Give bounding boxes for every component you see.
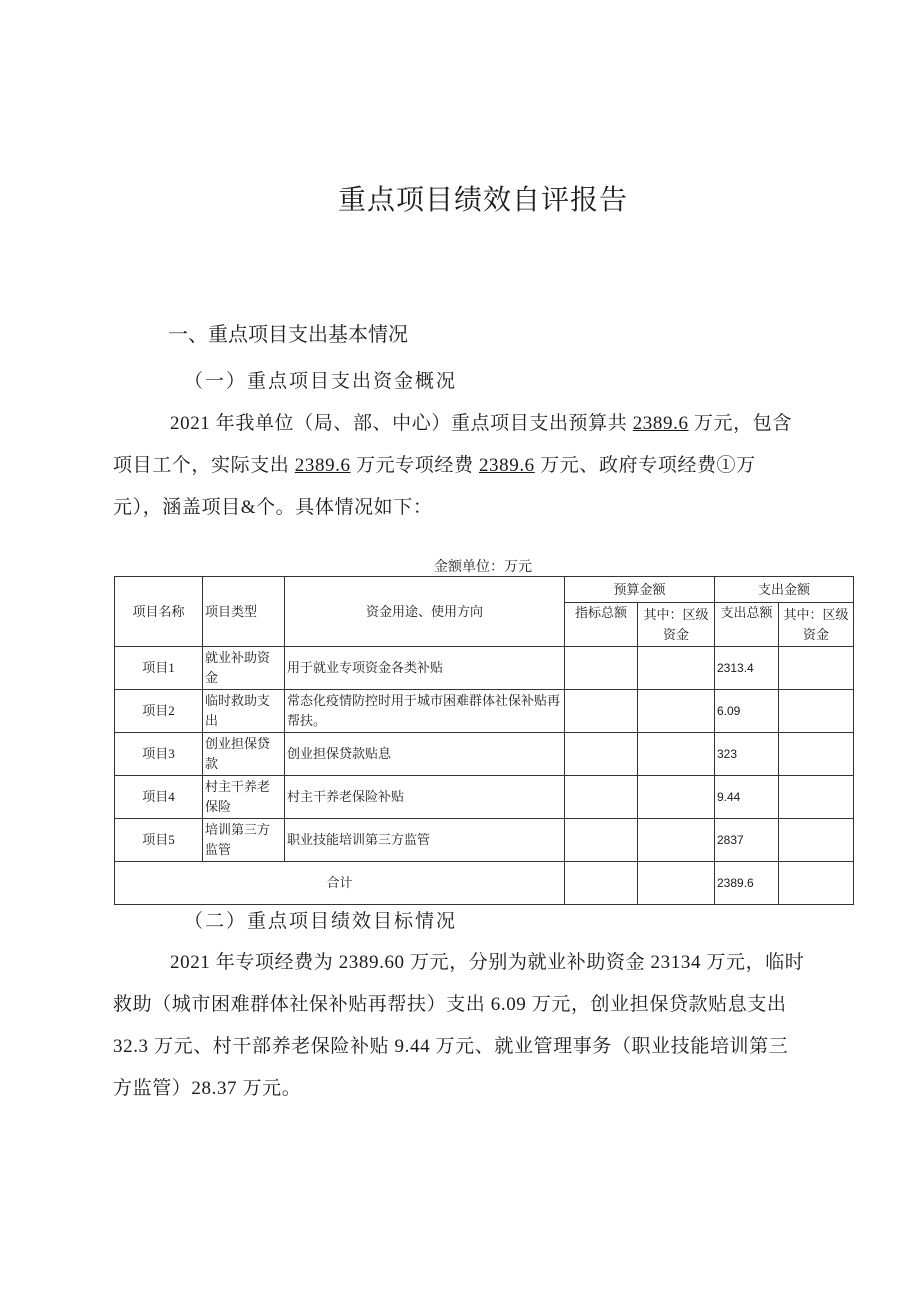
- cell-fund-usage: 创业担保贷款贴息: [285, 733, 565, 776]
- cell-fund-usage: 职业技能培训第三方监管: [285, 819, 565, 862]
- header-expense-group: 支出金额: [715, 577, 854, 603]
- cell-project-name: 项目1: [115, 647, 203, 690]
- report-title: 重点项目绩效自评报告: [337, 183, 628, 216]
- header-budget-total: 指标总额: [565, 603, 638, 647]
- cell-expense-district: [779, 733, 854, 776]
- paragraph-line: 2021 年专项经费为 2389.60 万元，分别为就业补助资金 23134 万元，临时: [170, 952, 805, 973]
- paragraph-line: 元），涵盖项目&个。具体情况如下：: [113, 497, 433, 518]
- text-run: 2021 年我单位（局、部、中心）重点项目支出预算共: [170, 413, 633, 434]
- cell-total-budget: [565, 862, 638, 905]
- cell-budget-total: [565, 690, 638, 733]
- cell-project-name: 项目2: [115, 690, 203, 733]
- cell-project-type: 临时救助支出: [203, 690, 285, 733]
- table-total-row: [115, 862, 854, 905]
- cell-fund-usage: 常态化疫情防控时用于城市困难群体社保补贴再帮扶。: [285, 690, 565, 733]
- header-budget-group: 预算金额: [565, 577, 715, 603]
- cell-budget-total: [565, 819, 638, 862]
- project-funding-table: [114, 576, 854, 905]
- table-row: [115, 647, 854, 690]
- cell-expense-district: [779, 819, 854, 862]
- cell-total-budget-district: [638, 862, 715, 905]
- header-fund-usage: 资金用途、使用方向: [285, 577, 565, 647]
- subsection-heading-performance-targets: （二）重点项目绩效目标情况: [184, 910, 458, 932]
- cell-budget-district: [638, 690, 715, 733]
- cell-project-name: 项目5: [115, 819, 203, 862]
- budget-total-value: 2389.6: [632, 413, 689, 434]
- performance-targets-paragraph: [113, 942, 855, 1110]
- paragraph-line: 32.3 万元、村干部养老保险补贴 9.44 万元、就业管理事务（职业技能培训第三: [113, 1036, 789, 1057]
- funding-overview-paragraph: [113, 403, 855, 529]
- text-run: 万元、政府专项经费①万: [534, 455, 756, 476]
- cell-budget-district: [638, 776, 715, 819]
- table-row: [115, 819, 854, 862]
- paragraph-line: 方监管）28.37 万元。: [113, 1078, 302, 1099]
- cell-budget-total: [565, 776, 638, 819]
- cell-budget-district: [638, 733, 715, 776]
- header-expense-total: 支出总额: [715, 603, 779, 647]
- total-expense-value: 2389.6: [715, 862, 779, 905]
- paragraph-line: [113, 445, 855, 487]
- paragraph-line: [113, 403, 855, 445]
- cell-project-name: 项目4: [115, 776, 203, 819]
- cell-project-type: 创业担保贷款: [203, 733, 285, 776]
- header-budget-district: 其中：区级资金: [638, 603, 715, 647]
- table-row: [115, 690, 854, 733]
- cell-expense-district: [779, 776, 854, 819]
- cell-fund-usage: 用于就业专项资金各类补贴: [285, 647, 565, 690]
- cell-budget-district: [638, 647, 715, 690]
- actual-expense-value: 2389.6: [294, 455, 351, 476]
- table-row: [115, 733, 854, 776]
- table-row: [115, 776, 854, 819]
- cell-fund-usage: 村主干养老保险补贴: [285, 776, 565, 819]
- cell-expense-total: 6.09: [715, 690, 779, 733]
- header-project-type: 项目类型: [203, 577, 285, 647]
- cell-total-expense-district: [779, 862, 854, 905]
- cell-expense-district: [779, 690, 854, 733]
- cell-project-name: 项目3: [115, 733, 203, 776]
- cell-expense-total: 323: [715, 733, 779, 776]
- cell-expense-total: 2313.4: [715, 647, 779, 690]
- cell-expense-total: 9.44: [715, 776, 779, 819]
- cell-expense-total: 2837: [715, 819, 779, 862]
- cell-budget-district: [638, 819, 715, 862]
- text-run: 万元，包含: [688, 413, 792, 434]
- paragraph-line: 救助（城市困难群体社保补贴再帮扶）支出 6.09 万元，创业担保贷款贴息支出: [113, 994, 787, 1015]
- cell-budget-total: [565, 733, 638, 776]
- total-label: 合计: [115, 862, 565, 905]
- cell-project-type: 培训第三方监管: [203, 819, 285, 862]
- text-run: 项目工个，实际支出: [113, 455, 295, 476]
- subsection-heading-funding-overview: （一）重点项目支出资金概况: [184, 370, 458, 392]
- section-heading-basic-info: 一、重点项目支出基本情况: [168, 322, 408, 346]
- cell-project-type: 村主干养老保险: [203, 776, 285, 819]
- amount-unit-label: 金额单位：万元: [434, 560, 532, 575]
- text-run: 万元专项经费: [350, 455, 479, 476]
- special-fund-value: 2389.6: [478, 455, 535, 476]
- cell-project-type: 就业补助资金: [203, 647, 285, 690]
- table-header-row: [115, 577, 854, 603]
- header-project-name: 项目名称: [115, 577, 203, 647]
- cell-budget-total: [565, 647, 638, 690]
- cell-expense-district: [779, 647, 854, 690]
- header-expense-district: 其中：区级资金: [779, 603, 854, 647]
